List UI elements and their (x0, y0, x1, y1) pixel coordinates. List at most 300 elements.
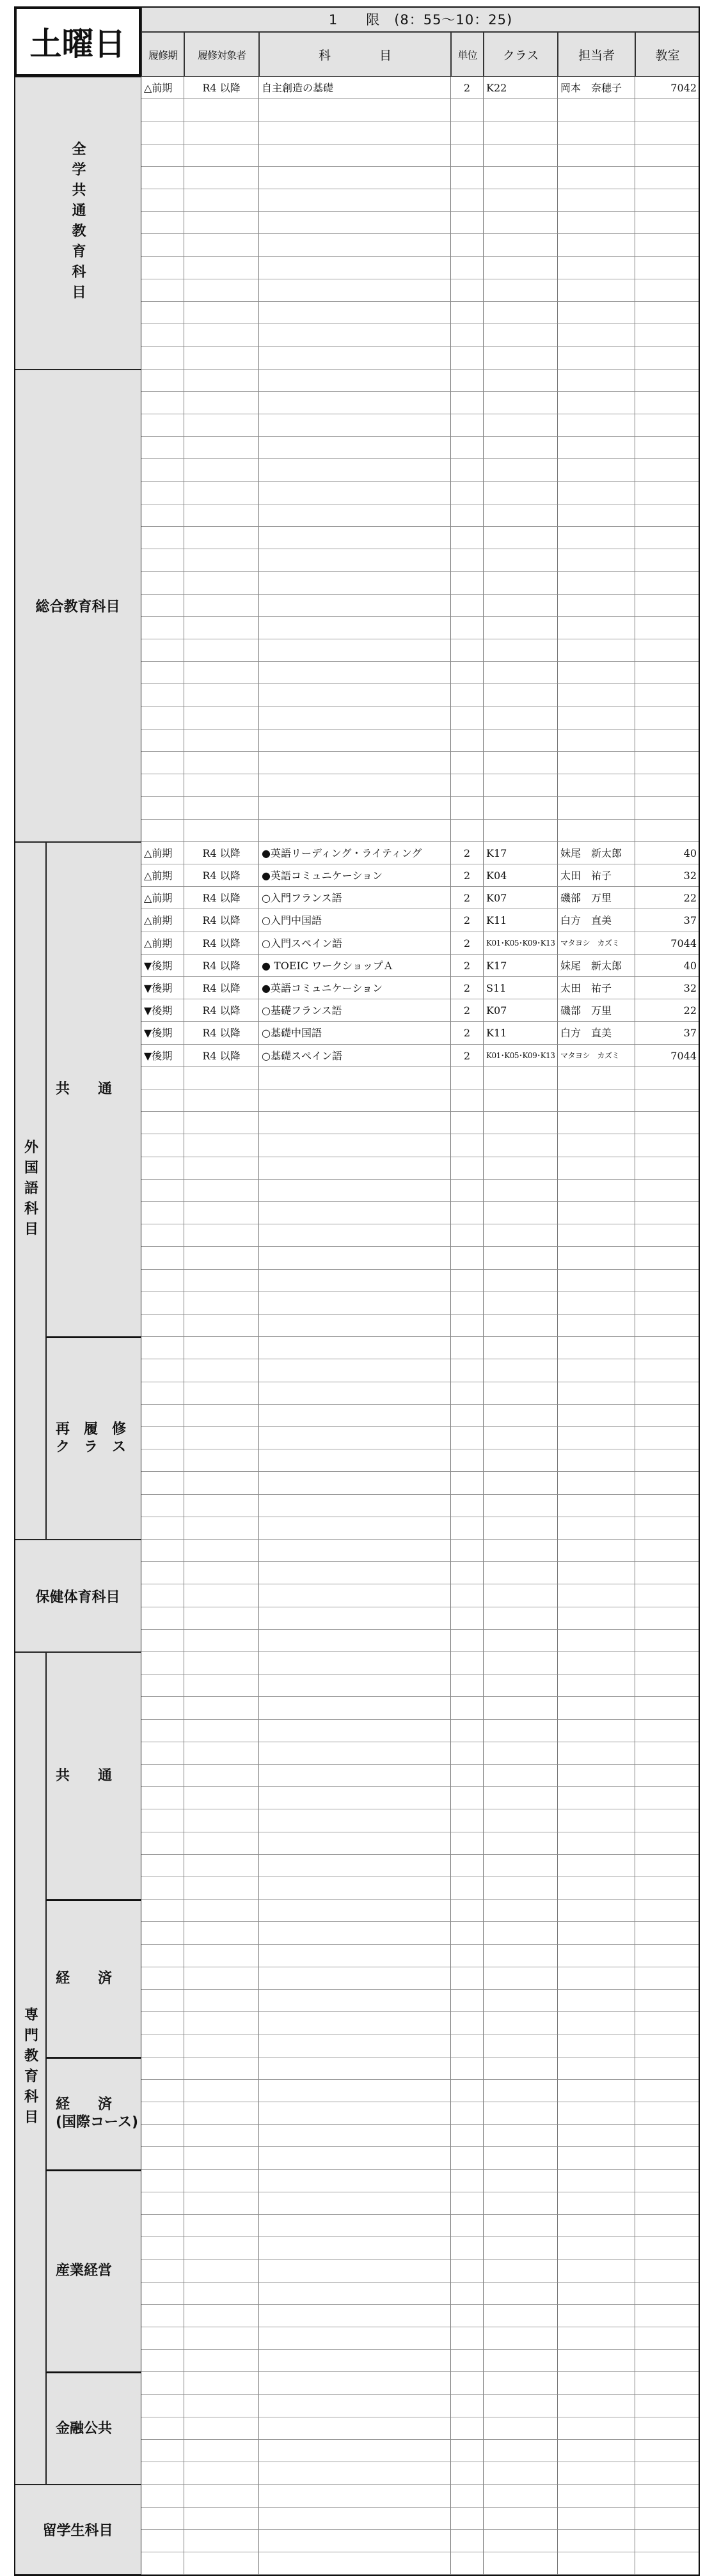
cell-room (635, 347, 700, 369)
cell-room: 7044 (635, 932, 700, 955)
cell-subject (259, 347, 451, 369)
cell-term (141, 1630, 184, 1652)
cell-room (635, 572, 700, 594)
cell-credit (451, 752, 484, 774)
cell-term (141, 1405, 184, 1427)
cell-room (635, 1922, 700, 1944)
cell-room: 37 (635, 1022, 700, 1044)
cell-term (141, 1180, 184, 1202)
section-label-gaikoku: 外国語科目 (14, 842, 46, 1540)
cell-teacher (558, 707, 635, 730)
cell-credit (451, 2350, 484, 2372)
cell-term (141, 1855, 184, 1877)
cell-subject (259, 1809, 451, 1832)
cell-term (141, 1472, 184, 1494)
subsection-label-senmon-sangyo (46, 2170, 141, 2373)
cell-term: △前期 (141, 887, 184, 909)
cell-credit (451, 2485, 484, 2507)
cell-room (635, 324, 700, 347)
cell-room (635, 662, 700, 684)
cell-target: R4 以降 (184, 864, 259, 887)
cell-target (184, 1517, 259, 1540)
cell-target (184, 572, 259, 594)
cell-teacher (558, 504, 635, 527)
cell-target (184, 730, 259, 752)
cell-term (141, 1359, 184, 1382)
cell-room (635, 1945, 700, 1967)
cell-teacher (558, 1292, 635, 1315)
cell-target (184, 99, 259, 121)
cell-subject: ●英語コミュニケーション (259, 977, 451, 999)
cell-subject (259, 1877, 451, 1900)
cell-teacher (558, 370, 635, 392)
cell-teacher (558, 2372, 635, 2394)
cell-subject (259, 2508, 451, 2530)
cell-credit (451, 370, 484, 392)
cell-subject (259, 482, 451, 504)
cell-teacher (558, 549, 635, 572)
cell-teacher (558, 1382, 635, 1405)
cell-teacher (558, 2192, 635, 2215)
cell-term (141, 1157, 184, 1180)
cell-term (141, 2237, 184, 2260)
cell-term (141, 189, 184, 212)
cell-room (635, 1067, 700, 1089)
cell-term (141, 347, 184, 369)
subsection-label-text: 共 通 (56, 1767, 113, 1784)
cell-subject (259, 1674, 451, 1697)
cell-credit (451, 1832, 484, 1855)
cell-term (141, 730, 184, 752)
cell-target (184, 1157, 259, 1180)
cell-class (484, 730, 558, 752)
cell-credit: 2 (451, 1045, 484, 1067)
cell-class (484, 144, 558, 167)
cell-credit (451, 459, 484, 481)
cell-room (635, 1315, 700, 1337)
subsection-label-senmon-kinyu (46, 2372, 141, 2485)
cell-class (484, 1832, 558, 1855)
cell-room (635, 820, 700, 842)
cell-target (184, 2057, 259, 2080)
cell-target: R4 以降 (184, 932, 259, 955)
cell-term (141, 482, 184, 504)
cell-target (184, 1382, 259, 1405)
cell-target: R4 以降 (184, 1022, 259, 1044)
cell-class (484, 1900, 558, 1922)
cell-class (484, 1292, 558, 1315)
cell-credit (451, 1270, 484, 1292)
cell-room (635, 774, 700, 797)
cell-class (484, 212, 558, 234)
cell-credit (451, 2305, 484, 2327)
cell-target (184, 662, 259, 684)
cell-term (141, 1112, 184, 1134)
cell-subject (259, 1945, 451, 1967)
cell-credit (451, 1315, 484, 1337)
cell-room (635, 1809, 700, 1832)
cell-target (184, 707, 259, 730)
cell-subject (259, 2147, 451, 2169)
cell-credit (451, 2057, 484, 2080)
cell-target (184, 1315, 259, 1337)
cell-term (141, 2125, 184, 2147)
cell-credit (451, 2417, 484, 2440)
cell-subject: ○入門フランス語 (259, 887, 451, 909)
cell-class (484, 347, 558, 369)
cell-target (184, 1202, 259, 1224)
cell-subject (259, 1652, 451, 1674)
cell-credit (451, 1157, 484, 1180)
cell-class (484, 2327, 558, 2350)
cell-term: △前期 (141, 842, 184, 864)
cell-credit (451, 1809, 484, 1832)
cell-term (141, 1967, 184, 1990)
cell-term (141, 2147, 184, 2169)
cell-class (484, 257, 558, 279)
cell-credit (451, 2215, 484, 2237)
cell-credit (451, 2462, 484, 2485)
cell-subject (259, 1247, 451, 1269)
cell-credit (451, 2260, 484, 2282)
cell-target (184, 1067, 259, 1089)
cell-credit: 2 (451, 864, 484, 887)
cell-term (141, 1742, 184, 1765)
cell-target (184, 2417, 259, 2440)
cell-room (635, 730, 700, 752)
cell-class (484, 2508, 558, 2530)
cell-teacher (558, 1359, 635, 1382)
cell-subject (259, 2125, 451, 2147)
cell-credit (451, 1765, 484, 1787)
cell-class (484, 2125, 558, 2147)
cell-target (184, 1674, 259, 1697)
cell-term (141, 1540, 184, 1562)
cell-target (184, 1630, 259, 1652)
cell-teacher (558, 2327, 635, 2350)
cell-term (141, 1337, 184, 1359)
cell-term (141, 2350, 184, 2372)
cell-teacher (558, 1832, 635, 1855)
cell-subject (259, 1472, 451, 1494)
cell-room (635, 2552, 700, 2575)
cell-teacher: 白方 直美 (558, 1022, 635, 1044)
cell-teacher (558, 2260, 635, 2282)
cell-term (141, 2372, 184, 2394)
cell-teacher (558, 2080, 635, 2102)
cell-credit (451, 2530, 484, 2552)
cell-credit (451, 2552, 484, 2575)
cell-credit (451, 1787, 484, 1809)
cell-subject (259, 99, 451, 121)
cell-room (635, 2417, 700, 2440)
cell-subject (259, 1427, 451, 1449)
cell-target (184, 2215, 259, 2237)
cell-class (484, 1089, 558, 1112)
cell-target (184, 2283, 259, 2305)
cell-credit (451, 2170, 484, 2192)
cell-credit (451, 257, 484, 279)
cell-target (184, 820, 259, 842)
cell-class (484, 302, 558, 324)
cell-class (484, 2372, 558, 2394)
cell-subject (259, 234, 451, 256)
cell-class (484, 639, 558, 662)
cell-class (484, 1270, 558, 1292)
cell-credit (451, 1224, 484, 1247)
cell-teacher (558, 2552, 635, 2575)
section-label-senmon: 専門教育科目 (14, 1652, 46, 2485)
cell-room (635, 1224, 700, 1247)
cell-subject (259, 1697, 451, 1719)
cell-target (184, 2080, 259, 2102)
cell-room (635, 167, 700, 189)
cell-teacher (558, 302, 635, 324)
cell-room (635, 2125, 700, 2147)
cell-class (484, 1697, 558, 1719)
cell-subject (259, 752, 451, 774)
cell-term (141, 1089, 184, 1112)
cell-class: K11 (484, 909, 558, 932)
cell-target (184, 2508, 259, 2530)
cell-teacher (558, 1112, 635, 1134)
cell-teacher (558, 2350, 635, 2372)
cell-subject (259, 2305, 451, 2327)
cell-term (141, 121, 184, 144)
cell-term (141, 2283, 184, 2305)
cell-class: K04 (484, 864, 558, 887)
cell-term (141, 2080, 184, 2102)
cell-term (141, 1922, 184, 1944)
cell-term (141, 1765, 184, 1787)
cell-room (635, 1990, 700, 2012)
cell-target (184, 2327, 259, 2350)
cell-teacher: 妹尾 新太郎 (558, 842, 635, 864)
cell-credit (451, 504, 484, 527)
cell-term (141, 437, 184, 459)
cell-teacher (558, 1270, 635, 1292)
cell-room (635, 639, 700, 662)
cell-target (184, 527, 259, 549)
cell-teacher (558, 730, 635, 752)
cell-term (141, 279, 184, 302)
cell-target (184, 797, 259, 819)
cell-credit (451, 1180, 484, 1202)
cell-target (184, 2372, 259, 2394)
cell-class (484, 1224, 558, 1247)
cell-credit: 2 (451, 999, 484, 1022)
cell-class (484, 2395, 558, 2417)
cell-target (184, 1900, 259, 1922)
cell-credit (451, 617, 484, 639)
cell-term (141, 2395, 184, 2417)
cell-room (635, 1359, 700, 1382)
cell-room (635, 279, 700, 302)
cell-room (635, 2395, 700, 2417)
cell-subject (259, 1967, 451, 1990)
cell-room (635, 1787, 700, 1809)
cell-teacher (558, 1720, 635, 1742)
cell-credit (451, 774, 484, 797)
cell-teacher (558, 1562, 635, 1584)
cell-term (141, 1270, 184, 1292)
cell-room (635, 2327, 700, 2350)
cell-credit (451, 234, 484, 256)
cell-class (484, 2462, 558, 2485)
cell-class (484, 1855, 558, 1877)
cell-room (635, 684, 700, 706)
cell-teacher (558, 1517, 635, 1540)
cell-room (635, 1697, 700, 1719)
cell-credit (451, 820, 484, 842)
cell-class (484, 1427, 558, 1449)
cell-room (635, 1652, 700, 1674)
cell-target (184, 2485, 259, 2507)
cell-subject (259, 2372, 451, 2394)
cell-target (184, 257, 259, 279)
cell-teacher: 太田 祐子 (558, 864, 635, 887)
cell-term (141, 1562, 184, 1584)
cell-room (635, 1832, 700, 1855)
cell-term (141, 1720, 184, 1742)
cell-target (184, 189, 259, 212)
cell-class (484, 1134, 558, 1157)
cell-teacher (558, 1157, 635, 1180)
section-label-ryugakusei: 留学生科目 (14, 2485, 141, 2575)
cell-term (141, 459, 184, 481)
cell-room (635, 2170, 700, 2192)
cell-target: R4 以降 (184, 999, 259, 1022)
cell-target: R4 以降 (184, 77, 259, 99)
cell-term (141, 324, 184, 347)
cell-subject (259, 2395, 451, 2417)
cell-subject (259, 1607, 451, 1630)
cell-class (484, 684, 558, 706)
cell-class (484, 1967, 558, 1990)
cell-term: △前期 (141, 864, 184, 887)
cell-room (635, 504, 700, 527)
cell-teacher: マタヨシ カズミ (558, 932, 635, 955)
cell-subject (259, 1202, 451, 1224)
cell-class (484, 549, 558, 572)
cell-subject (259, 1922, 451, 1944)
cell-subject (259, 527, 451, 549)
cell-subject (259, 1180, 451, 1202)
cell-credit (451, 527, 484, 549)
cell-room (635, 1607, 700, 1630)
cell-term (141, 504, 184, 527)
cell-subject (259, 1382, 451, 1405)
cell-class (484, 2034, 558, 2057)
cell-teacher (558, 2237, 635, 2260)
cell-credit (451, 662, 484, 684)
cell-target (184, 639, 259, 662)
cell-subject (259, 1405, 451, 1427)
cell-credit (451, 189, 484, 212)
cell-teacher (558, 167, 635, 189)
cell-term (141, 414, 184, 437)
cell-room (635, 2057, 700, 2080)
cell-term (141, 2102, 184, 2125)
cell-subject (259, 1089, 451, 1112)
cell-subject (259, 639, 451, 662)
cell-class (484, 99, 558, 121)
cell-room (635, 2440, 700, 2462)
cell-class (484, 797, 558, 819)
cell-subject (259, 820, 451, 842)
cell-term (141, 1067, 184, 1089)
cell-term (141, 2417, 184, 2440)
cell-target (184, 1832, 259, 1855)
cell-class (484, 707, 558, 730)
cell-subject (259, 437, 451, 459)
cell-term (141, 1315, 184, 1337)
cell-term (141, 617, 184, 639)
cell-class (484, 234, 558, 256)
cell-credit (451, 2125, 484, 2147)
cell-room (635, 302, 700, 324)
cell-room: 22 (635, 887, 700, 909)
cell-credit (451, 2080, 484, 2102)
cell-term (141, 212, 184, 234)
cell-target (184, 549, 259, 572)
cell-class: K17 (484, 842, 558, 864)
cell-target (184, 1562, 259, 1584)
cell-room: 40 (635, 842, 700, 864)
cell-target (184, 1134, 259, 1157)
cell-term (141, 820, 184, 842)
cell-teacher (558, 2102, 635, 2125)
cell-teacher (558, 2417, 635, 2440)
cell-subject: ○基礎中国語 (259, 1022, 451, 1044)
cell-target (184, 302, 259, 324)
cell-class (484, 2530, 558, 2552)
subsection-label-text: 共 通 (56, 1081, 113, 1098)
cell-subject (259, 617, 451, 639)
cell-teacher (558, 1652, 635, 1674)
cell-room (635, 2080, 700, 2102)
cell-room (635, 2372, 700, 2394)
cell-target (184, 1607, 259, 1630)
cell-class (484, 1405, 558, 1427)
cell-room (635, 1247, 700, 1269)
cell-subject (259, 1990, 451, 2012)
cell-class (484, 324, 558, 347)
cell-credit (451, 144, 484, 167)
cell-credit (451, 279, 484, 302)
cell-term (141, 392, 184, 414)
cell-teacher (558, 1472, 635, 1494)
cell-room (635, 189, 700, 212)
cell-subject (259, 1157, 451, 1180)
cell-credit (451, 1900, 484, 1922)
cell-term: △前期 (141, 77, 184, 99)
cell-room (635, 1540, 700, 1562)
cell-subject: 自主創造の基礎 (259, 77, 451, 99)
cell-room (635, 707, 700, 730)
subsection-label-senmon-kyotsu (46, 1652, 141, 1900)
cell-teacher (558, 572, 635, 594)
cell-teacher (558, 1900, 635, 1922)
cell-subject: ○入門中国語 (259, 909, 451, 932)
cell-credit (451, 347, 484, 369)
cell-target (184, 2237, 259, 2260)
cell-target (184, 1922, 259, 1944)
cell-room (635, 2034, 700, 2057)
cell-target (184, 1720, 259, 1742)
cell-term (141, 684, 184, 706)
cell-class: S11 (484, 977, 558, 999)
